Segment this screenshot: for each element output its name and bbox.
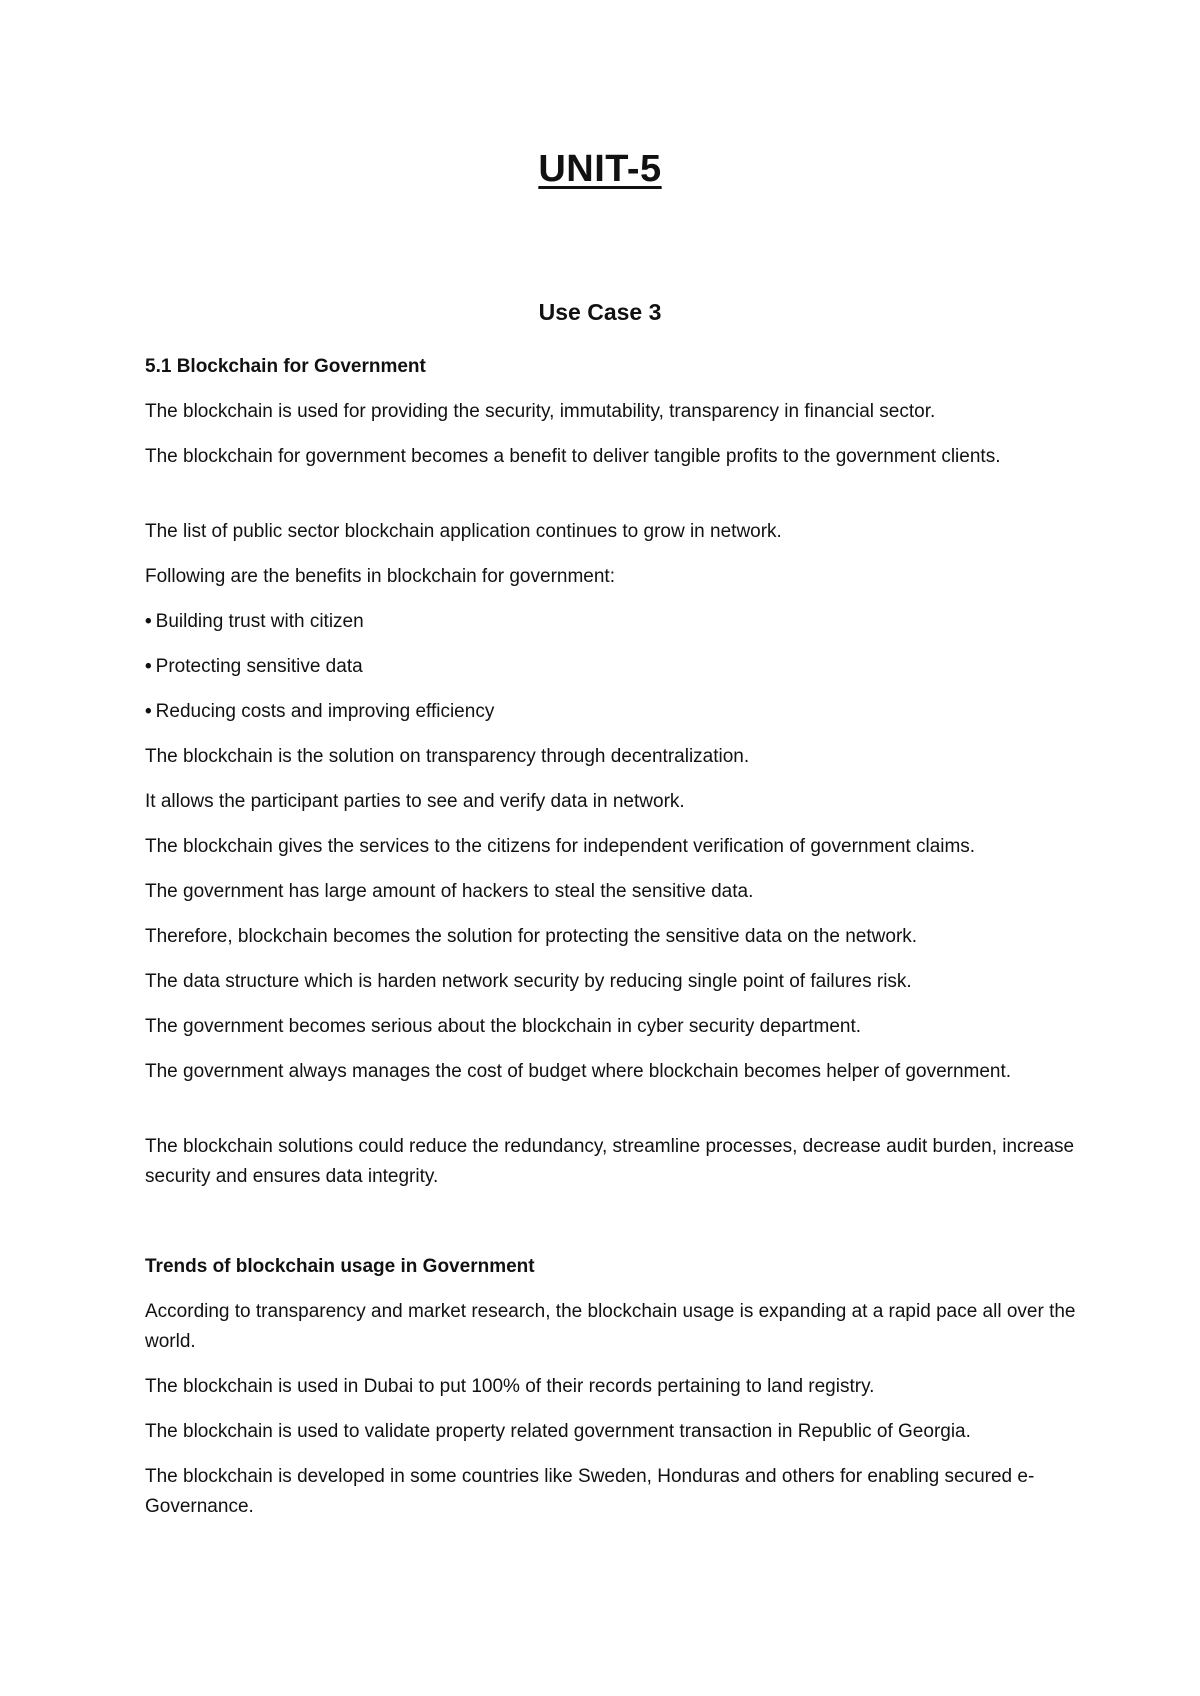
bullet-icon: • <box>145 701 152 722</box>
page-title: UNIT-5 <box>538 148 662 190</box>
paragraph: The blockchain for government becomes a benefit to deliver tangible profits to the government clients. <box>145 446 1001 467</box>
paragraph: The blockchain solutions could reduce the redundancy, streamline processes, decrease audit burden, increase security and ensures data integrity. <box>145 1136 1075 1187</box>
paragraph: The blockchain is used to validate property related government transaction in Republic of Georgia. <box>145 1421 971 1442</box>
bullet-item <box>145 652 1085 682</box>
paragraph: The list of public sector blockchain application continues to grow in network. <box>145 521 782 542</box>
paragraph: Following are the benefits in blockchain for government: <box>145 566 615 587</box>
paragraph: The blockchain is the solution on transparency through decentralization. <box>145 746 750 767</box>
paragraph: Therefore, blockchain becomes the solution for protecting the sensitive data on the network. <box>145 926 918 947</box>
bullet-text: Protecting sensitive data <box>155 656 363 677</box>
paragraph: The blockchain is used for providing the security, immutability, transparency in financial sector. <box>145 401 936 422</box>
paragraph: It allows the participant parties to see and verify data in network. <box>145 791 685 812</box>
bullet-item <box>145 607 1085 637</box>
paragraph: According to transparency and market research, the blockchain usage is expanding at a rapid pace all over the world. <box>145 1301 1076 1352</box>
paragraph: The data structure which is harden network security by reducing single point of failures risk. <box>145 971 912 992</box>
bullet-item <box>145 697 1085 727</box>
paragraph: The blockchain is used in Dubai to put 100% of their records pertaining to land registry. <box>145 1376 875 1397</box>
section-heading-blockchain-government: 5.1 Blockchain for Government <box>145 356 426 377</box>
bullet-icon: • <box>145 611 152 632</box>
paragraph: The government becomes serious about the blockchain in cyber security department. <box>145 1016 862 1037</box>
bullet-text: Building trust with citizen <box>155 611 364 632</box>
section-heading-trends: Trends of blockchain usage in Government <box>145 1256 535 1277</box>
paragraph: The blockchain gives the services to the citizens for independent verification of government claims. <box>145 836 976 857</box>
paragraph: The government always manages the cost of budget where blockchain becomes helper of government. <box>145 1061 1012 1082</box>
paragraph: The government has large amount of hackers to steal the sensitive data. <box>145 881 754 902</box>
bullet-icon: • <box>145 656 152 677</box>
bullet-text: Reducing costs and improving efficiency <box>155 701 495 722</box>
paragraph: The blockchain is developed in some countries like Sweden, Honduras and others for enabling secured e- Governance. <box>145 1466 1035 1517</box>
page-subtitle: Use Case 3 <box>538 299 662 325</box>
